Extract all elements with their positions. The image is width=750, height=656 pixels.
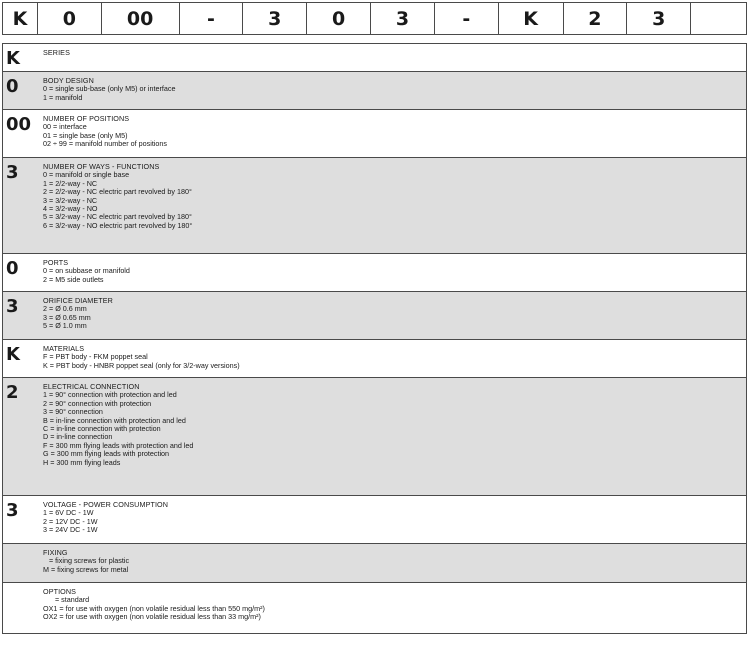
option-line: 4 = 3/2-way - NO — [43, 204, 98, 214]
option-line: 6 = 3/2-way - NO electric part revolved by 180° — [43, 220, 193, 230]
section-code: 0 — [6, 258, 19, 279]
code-cell: 0 — [307, 3, 371, 34]
option-line: 5 = 3/2-way - NC electric part revolved by 180° — [43, 212, 192, 222]
option-line: 01 = single base (only M5) — [43, 130, 128, 140]
section-title: SERIES — [43, 48, 70, 57]
section-options — [3, 583, 746, 634]
section-fixing — [3, 544, 746, 583]
section-title: NUMBER OF WAYS - FUNCTIONS — [43, 162, 160, 171]
section-code: 0 — [6, 76, 19, 97]
option-line: F = PBT body - FKM poppet seal — [43, 352, 148, 362]
option-line: 2 = Ø 0.6 mm — [43, 304, 87, 314]
option-line: = fixing screws for plastic — [43, 556, 130, 566]
code-cell: K — [499, 3, 564, 34]
code-cell: - — [435, 3, 499, 34]
code-cell: 3 — [371, 3, 435, 34]
code-cell: 3 — [627, 3, 691, 34]
section-number-of-ways — [3, 158, 746, 254]
option-line: 2 = 90° connection with protection — [43, 398, 152, 408]
option-line: 2 = 2/2-way - NC electric part revolved by 180° — [43, 187, 192, 197]
section-ports — [3, 254, 746, 292]
option-line: 3 = 24V DC - 1W — [43, 525, 98, 535]
option-line: 1 = 2/2-way - NC — [43, 178, 98, 188]
section-title: NUMBER OF POSITIONS — [43, 114, 130, 123]
section-code: K — [6, 344, 20, 365]
option-line: 02 ÷ 99 = manifold number of positions — [43, 139, 168, 149]
section-title: ORIFICE DIAMETER — [43, 296, 113, 305]
section-title: VOLTAGE - POWER CONSUMPTION — [43, 500, 169, 509]
option-line: = standard — [43, 595, 90, 605]
section-code: 3 — [6, 162, 19, 183]
option-line: B = in-line connection with protection and led — [43, 415, 186, 425]
option-line: 2 = 12V DC - 1W — [43, 516, 98, 526]
section-series — [3, 44, 746, 72]
section-title: FIXING — [43, 548, 68, 557]
option-line: 1 = 6V DC - 1W — [43, 508, 94, 518]
option-line: 0 = single sub-base (only M5) or interface — [43, 84, 176, 94]
option-line: 0 = on subbase or manifold — [43, 266, 130, 276]
code-cell: 00 — [102, 3, 180, 34]
option-line: 3 = 3/2-way - NC — [43, 195, 98, 205]
option-line: M = fixing screws for metal — [43, 564, 129, 574]
section-code: 2 — [6, 382, 19, 403]
code-cell: 2 — [564, 3, 628, 34]
code-cell: - — [180, 3, 244, 34]
option-line: G = 300 mm flying leads with protection — [43, 449, 170, 459]
section-code: K — [6, 48, 20, 69]
option-line: K = PBT body - HNBR poppet seal (only for 3/2-way versions) — [43, 360, 240, 370]
option-line: OX1 = for use with oxygen (non volatile residual less than 550 mg/m²) — [43, 603, 265, 613]
section-number-of-positions — [3, 110, 746, 158]
option-line: H = 300 mm flying leads — [43, 457, 121, 467]
code-cell — [691, 3, 746, 34]
section-voltage — [3, 496, 746, 544]
section-code: 3 — [6, 296, 19, 317]
option-line: OX2 = for use with oxygen (non volatile residual less than 33 mg/m²) — [43, 612, 261, 622]
section-code: 3 — [6, 500, 19, 521]
option-line: D = in-line connection — [43, 432, 113, 442]
code-cell: 0 — [38, 3, 102, 34]
option-line: 1 = 90° connection with protection and led — [43, 390, 177, 400]
code-legend-table — [2, 43, 747, 634]
section-electrical-connection — [3, 378, 746, 496]
section-title: OPTIONS — [43, 587, 77, 596]
ordering-code-header — [2, 2, 747, 35]
option-line: 00 = interface — [43, 122, 87, 132]
section-title: PORTS — [43, 258, 69, 267]
code-cell: 3 — [243, 3, 307, 34]
option-line: 1 = manifold — [43, 92, 83, 102]
option-line: F = 300 mm flying leads with protection and led — [43, 440, 194, 450]
option-line: C = in-line connection with protection — [43, 424, 161, 434]
section-title: MATERIALS — [43, 344, 85, 353]
option-line: 0 = manifold or single base — [43, 170, 130, 180]
section-title: BODY DESIGN — [43, 76, 94, 85]
option-line: 3 = Ø 0.65 mm — [43, 312, 91, 322]
option-line: 5 = Ø 1.0 mm — [43, 321, 87, 331]
code-cell: K — [3, 3, 38, 34]
section-code: 00 — [6, 114, 32, 135]
option-line: 2 = M5 side outlets — [43, 274, 104, 284]
section-body-design — [3, 72, 746, 110]
section-orifice-diameter — [3, 292, 746, 340]
section-materials — [3, 340, 746, 378]
section-title: ELECTRICAL CONNECTION — [43, 382, 140, 391]
option-line: 3 = 90° connection — [43, 407, 103, 417]
